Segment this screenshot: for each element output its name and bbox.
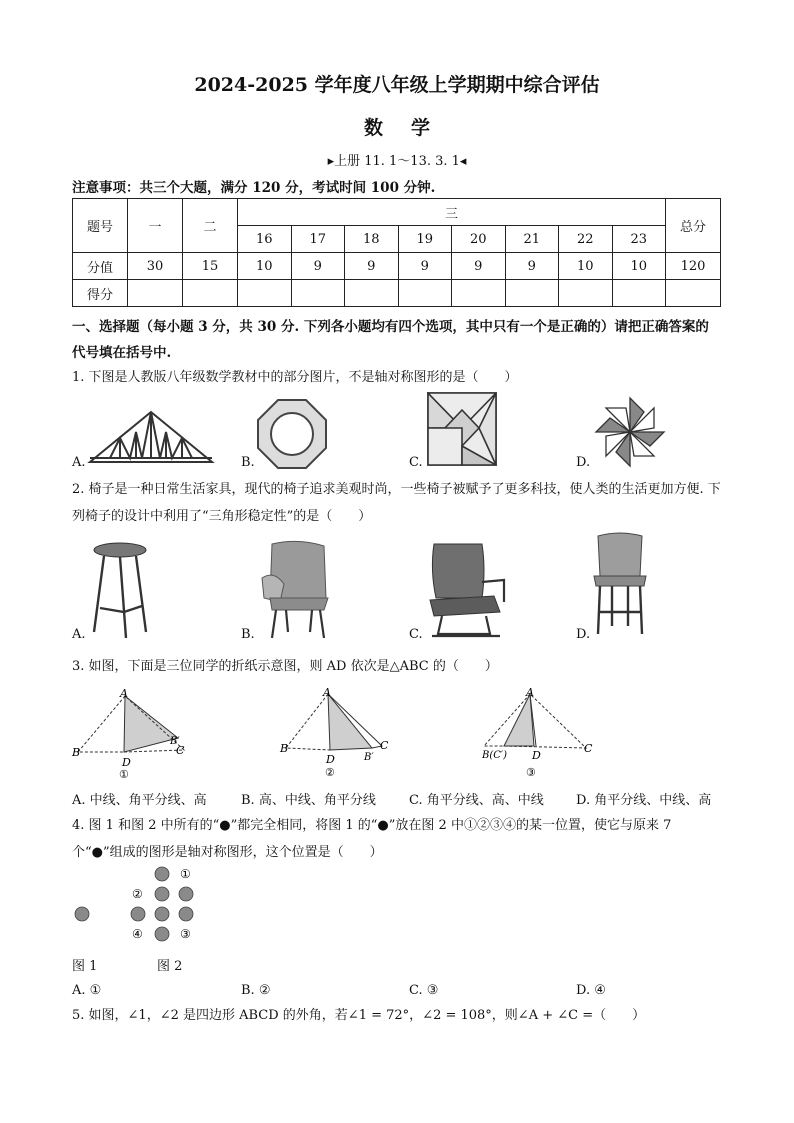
points-cell: 9 xyxy=(505,253,559,280)
pinwheel-figure xyxy=(592,394,668,470)
pos-mark-4: ④ xyxy=(132,927,143,941)
svg-text:D: D xyxy=(122,756,131,769)
exam-title: 2024-2025 学年度八年级上学期期中综合评估 xyxy=(194,74,600,96)
svg-text:B′: B′ xyxy=(170,736,180,747)
part-2: 二 xyxy=(183,199,238,253)
sub-number: 20 xyxy=(452,226,506,253)
points-cell: 10 xyxy=(238,253,292,280)
q2-option-a[interactable]: A. xyxy=(72,627,86,642)
score-cell[interactable] xyxy=(505,280,559,307)
total-label: 总分 xyxy=(666,199,721,253)
score-cell[interactable] xyxy=(291,280,345,307)
q1-option-a[interactable]: A. xyxy=(72,455,86,470)
subject-title: 数学 xyxy=(363,117,458,139)
fig-label-3: ③ xyxy=(526,766,536,779)
svg-text:C: C xyxy=(584,742,593,755)
points-cell: 15 xyxy=(183,253,238,280)
score-cell[interactable] xyxy=(128,280,183,307)
pos-mark-2: ② xyxy=(132,887,143,901)
svg-text:A: A xyxy=(120,688,128,700)
sub-number: 22 xyxy=(559,226,613,253)
pos-mark-1: ① xyxy=(180,867,191,881)
q3-option-d[interactable]: D. 角平分线、中线、高 xyxy=(576,793,712,808)
q4-option-a[interactable]: A. ① xyxy=(72,983,102,998)
part-1: 一 xyxy=(128,199,183,253)
fig2-label: 图 2 xyxy=(157,959,183,974)
svg-text:C: C xyxy=(380,739,389,752)
points-label: 分值 xyxy=(73,253,128,280)
dots-figure xyxy=(70,864,210,946)
points-cell: 10 xyxy=(612,253,666,280)
sub-number: 21 xyxy=(505,226,559,253)
score-table xyxy=(72,198,721,307)
q1-option-b[interactable]: B. xyxy=(241,455,255,470)
fig-label-2: ② xyxy=(325,766,335,779)
svg-text:A: A xyxy=(526,688,534,699)
fold-figure-3 xyxy=(478,688,598,780)
sub-number: 23 xyxy=(612,226,666,253)
svg-text:D: D xyxy=(532,749,541,762)
points-cell: 10 xyxy=(559,253,613,280)
q5-stem: 5. 如图，∠1，∠2 是四边形 ABCD 的外角，若∠1 = 72°，∠2 = 108°，则∠A + ∠C =（ ） xyxy=(72,1008,646,1023)
q1-option-d[interactable]: D. xyxy=(576,455,591,470)
svg-text:C: C xyxy=(176,744,185,757)
sub-number: 17 xyxy=(291,226,345,253)
q3-option-b[interactable]: B. 高、中线、角平分线 xyxy=(241,793,376,808)
fig1-label: 图 1 xyxy=(72,959,98,974)
q4-option-d[interactable]: D. ④ xyxy=(576,983,606,998)
points-cell: 9 xyxy=(398,253,452,280)
q2-option-c[interactable]: C. xyxy=(409,627,423,642)
q1-stem: 1. 下图是人教版八年级数学教材中的部分图片，不是轴对称图形的是（ ） xyxy=(72,370,518,385)
octagon-ring-figure xyxy=(256,398,328,470)
stool-figure xyxy=(90,540,150,640)
notice-text: 注意事项：共三个大题，满分 120 分，考试时间 100 分钟. xyxy=(72,180,436,196)
svg-text:B(C′): B(C′) xyxy=(482,750,508,761)
q4-option-c[interactable]: C. ③ xyxy=(409,983,439,998)
scope-line: ▸上册 11. 1～13. 3. 1◂ xyxy=(327,154,467,169)
svg-text:B′: B′ xyxy=(364,752,374,763)
score-cell[interactable] xyxy=(183,280,238,307)
score-cell[interactable] xyxy=(559,280,613,307)
svg-text:A: A xyxy=(323,688,331,699)
office-chair-figure xyxy=(420,540,510,640)
sub-number: 19 xyxy=(398,226,452,253)
section1-heading: 一、选择题（每小题 3 分，共 30 分. 下列各小题均有四个选项，其中只有一个是正确的）请把正确答案的代号填在括号中. xyxy=(72,319,709,361)
part-3: 三 xyxy=(238,199,666,226)
fold-figure-2 xyxy=(278,688,398,780)
q4-option-b[interactable]: B. ② xyxy=(241,983,271,998)
fold-figure-1 xyxy=(70,688,190,780)
q3-option-c[interactable]: C. 角平分线、高、中线 xyxy=(409,793,544,808)
fig-label-1: ① xyxy=(119,768,129,780)
pos-mark-3: ③ xyxy=(180,927,191,941)
points-cell: 120 xyxy=(666,253,721,280)
score-cell[interactable] xyxy=(398,280,452,307)
truss-figure xyxy=(86,408,216,468)
points-cell: 9 xyxy=(452,253,506,280)
score-label: 得分 xyxy=(73,280,128,307)
q2-stem: 2. 椅子是一种日常生活家具，现代的椅子追求美观时尚，一些椅子被赋予了更多科技，使人类的生活更加方便. 下列椅子的设计中利用了“三角形稳定性”的是（ ） xyxy=(72,482,721,524)
q3-stem: 3. 如图，下面是三位同学的折纸示意图，则 AD 依次是△ABC 的（ ） xyxy=(72,659,498,674)
score-cell[interactable] xyxy=(612,280,666,307)
score-cell[interactable] xyxy=(666,280,721,307)
points-cell: 30 xyxy=(128,253,183,280)
q4-stem: 4. 图 1 和图 2 中所有的“●”都完全相同，将图 1 的“●”放在图 2 中①②③④的某一位置，使它与原来 7 个“●”组成的图形是轴对称图形，这个位置是（ ） xyxy=(72,818,672,860)
q2-option-d[interactable]: D. xyxy=(576,627,591,642)
points-cell: 9 xyxy=(291,253,345,280)
score-cell[interactable] xyxy=(345,280,399,307)
armchair-figure xyxy=(258,540,338,640)
svg-text:B: B xyxy=(72,746,81,759)
svg-text:B: B xyxy=(280,742,289,755)
col-header: 题号 xyxy=(73,199,128,253)
sub-number: 16 xyxy=(238,226,292,253)
q3-option-a[interactable]: A. 中线、角平分线、高 xyxy=(72,793,207,808)
tangram-square-figure xyxy=(427,392,497,466)
q1-option-c[interactable]: C. xyxy=(409,455,423,470)
sub-number: 18 xyxy=(345,226,399,253)
score-cell[interactable] xyxy=(452,280,506,307)
points-cell: 9 xyxy=(345,253,399,280)
q2-option-b[interactable]: B. xyxy=(241,627,255,642)
bar-chair-figure xyxy=(590,532,650,638)
score-cell[interactable] xyxy=(238,280,292,307)
svg-text:D: D xyxy=(326,753,335,766)
